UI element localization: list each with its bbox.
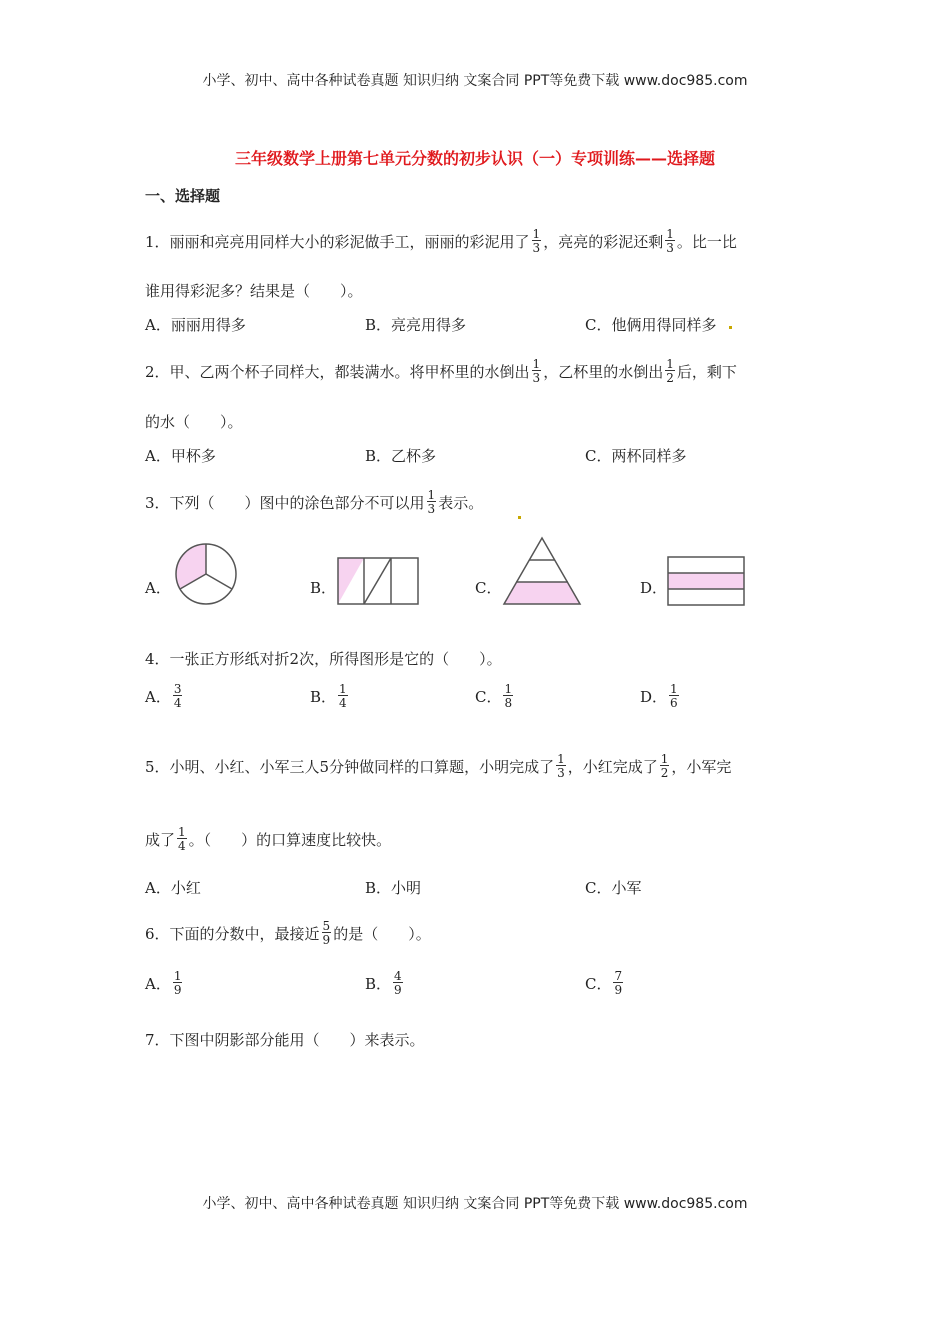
stray-dot xyxy=(729,326,732,329)
q1-option-a: A．丽丽用得多 xyxy=(145,316,246,334)
figure-c-triangle xyxy=(502,536,582,606)
q4-option-a: A． $\frac{3}{4}$ xyxy=(145,682,182,710)
fraction: $\frac{1}{6}$ xyxy=(670,682,678,710)
q4-option-d: D． $\frac{1}{6}$ xyxy=(640,682,678,710)
fraction: $\frac{7}{9}$ xyxy=(614,969,623,997)
q1-option-b: B．亮亮用得多 xyxy=(365,316,467,334)
fraction: $\frac{1}{4}$ xyxy=(178,825,186,853)
diagonal-line xyxy=(364,558,391,604)
question-1-line-1: 1．丽丽和亮亮用同样大小的彩泥做手工，丽丽的彩泥用了 $\frac{1}{3}$ ，亮亮的彩泥还剩 $\frac{1}{3}$ 。比一比 xyxy=(145,227,737,255)
stray-dot xyxy=(518,516,521,519)
question-2-line-1: 2．甲、乙两个杯子同样大，都装满水。将甲杯里的水倒出 $\frac{1}{3}$ ，乙杯里的水倒出 $\frac{1}{2}$ 后，剩下 xyxy=(145,357,737,385)
fraction: $\frac{4}{9}$ xyxy=(394,969,402,997)
fraction: $\frac{3}{4}$ xyxy=(173,682,182,710)
q5-option-a: A．小红 xyxy=(145,879,201,897)
question-6: 6．下面的分数中，最接近 $\frac{5}{9}$ 的是（ ）。 xyxy=(145,919,431,947)
fraction: $\frac{1}{3}$ xyxy=(532,357,541,385)
fraction: $\frac{1}{3}$ xyxy=(666,227,674,255)
fraction: $\frac{1}{8}$ xyxy=(504,682,513,710)
q6-option-a: A． $\frac{1}{9}$ xyxy=(145,969,182,997)
q6-option-b: B． $\frac{4}{9}$ xyxy=(365,969,402,997)
fraction: $\frac{1}{4}$ xyxy=(339,682,347,710)
q3-label-a: A． xyxy=(145,579,171,597)
q2-option-c: C．两杯同样多 xyxy=(585,447,687,465)
q3-label-d: D． xyxy=(640,579,668,597)
question-7: 7．下图中阴影部分能用（ ）来表示。 xyxy=(145,1031,425,1049)
question-4: 4．一张正方形纸对折2次，所得图形是它的（ ）。 xyxy=(145,650,502,668)
question-5-line-2: 成了 $\frac{1}{4}$ 。（ ）的口算速度比较快。 xyxy=(145,825,392,853)
fraction: $\frac{1}{2}$ xyxy=(660,752,669,780)
fraction: $\frac{1}{3}$ xyxy=(557,752,565,780)
fraction: $\frac{1}{3}$ xyxy=(427,488,436,516)
question-2-line-2: 的水（ ）。 xyxy=(145,413,243,431)
shaded-triangle xyxy=(338,558,364,604)
figure-d-rectangle xyxy=(667,556,745,606)
q6-option-c: C． $\frac{7}{9}$ xyxy=(585,969,623,997)
page-title: 三年级数学上册第七单元分数的初步认识（一）专项训练——选择题 xyxy=(234,149,715,168)
page-header: 小学、初中、高中各种试卷真题 知识归纳 文案合同 PPT等免费下载 www.doc985.com xyxy=(202,73,748,89)
fraction: $\frac{1}{2}$ xyxy=(666,357,674,385)
q1-option-c: C．他俩用得同样多 xyxy=(585,316,717,334)
q3-label-c: C． xyxy=(475,579,502,597)
question-3: 3．下列（ ）图中的涂色部分不可以用 $\frac{1}{3}$ 表示。 xyxy=(145,488,484,516)
q4-option-c: C． $\frac{1}{8}$ xyxy=(475,682,513,710)
divider-line xyxy=(206,574,232,589)
fraction: $\frac{5}{9}$ xyxy=(322,919,331,947)
question-5-line-1: 5．小明、小红、小军三人5分钟做同样的口算题，小明完成了 $\frac{1}{3}$ ，小红完成了 $\frac{1}{2}$ ，小军完 xyxy=(145,752,732,780)
q3-label-b: B． xyxy=(310,579,337,597)
q5-option-c: C．小军 xyxy=(585,879,642,897)
q5-option-b: B．小明 xyxy=(365,879,422,897)
q2-option-a: A．甲杯多 xyxy=(145,447,216,465)
fraction: $\frac{1}{3}$ xyxy=(532,227,541,255)
q4-option-b: B． $\frac{1}{4}$ xyxy=(310,682,347,710)
question-1-line-2: 谁用得彩泥多？结果是（ ）。 xyxy=(145,282,363,300)
section-heading: 一、选择题 xyxy=(145,187,221,205)
fraction: $\frac{1}{9}$ xyxy=(173,969,182,997)
page-footer: 小学、初中、高中各种试卷真题 知识归纳 文案合同 PPT等免费下载 www.doc985.com xyxy=(202,1196,748,1212)
figure-b-rectangle xyxy=(337,557,419,605)
shaded-band xyxy=(668,573,744,589)
figure-a-circle xyxy=(172,542,240,606)
q2-option-b: B．乙杯多 xyxy=(365,447,437,465)
